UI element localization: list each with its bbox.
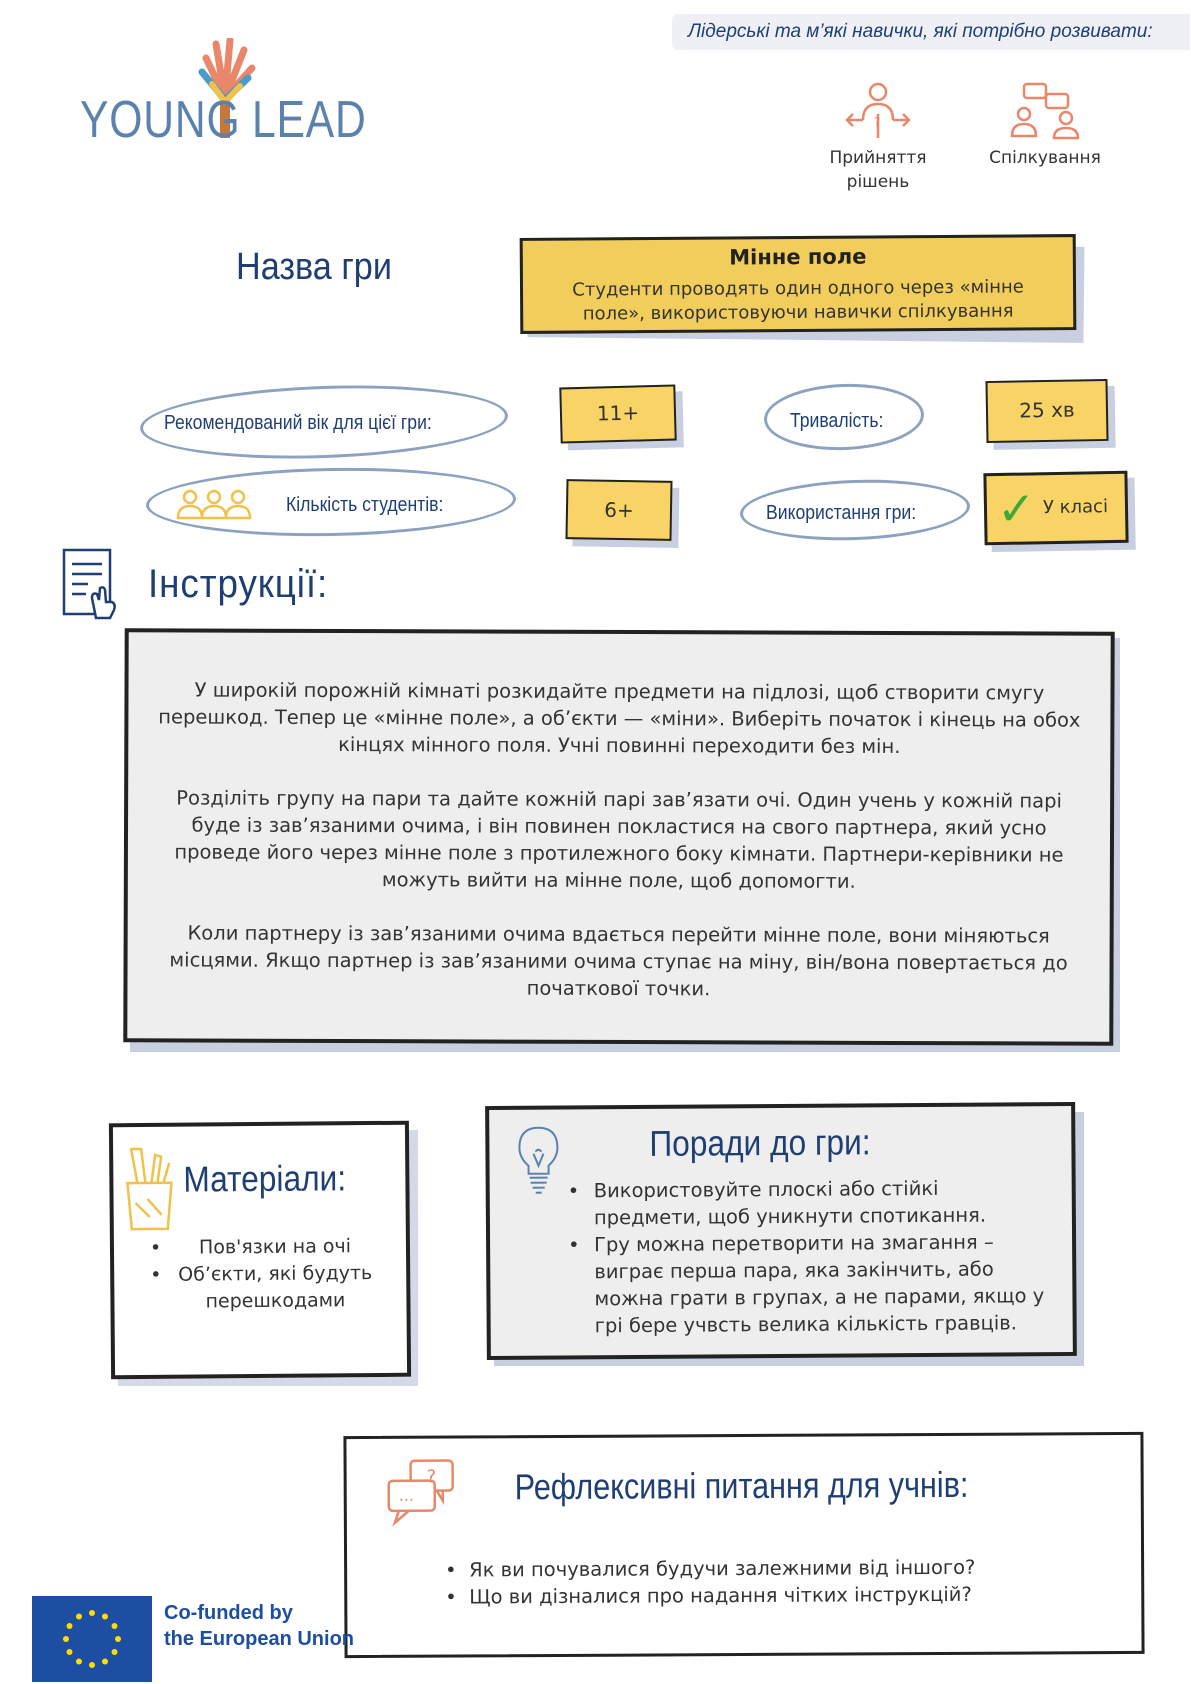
people-chat-icon [1010,80,1080,140]
document-pointer-icon [62,548,118,620]
stationery-cup-icon [121,1143,178,1233]
tips-item: • Використовуйте плоскі або стійкі предмети, щоб уникнути спотикання. [566,1174,1046,1231]
eu-line-2: the European Union [164,1628,354,1650]
usage-value: У класі [1042,496,1109,519]
age-value: 11+ [596,400,640,426]
reflection-item: • Як ви почувалися будучи залежними від іншого? [443,1553,1123,1584]
duration-label: Тривалість: [790,410,884,432]
eu-stars-icon [32,1596,152,1682]
instructions-heading: Інструкції: [148,562,329,606]
age-label: Рекомендований вік для цієї гри: [164,412,432,434]
svg-text:...: ... [398,1485,415,1505]
usage-value-box [983,471,1128,546]
instructions-box [124,630,1114,1044]
logo-word-young: YOUNG [80,91,241,149]
instructions-box-body [123,628,1114,1045]
materials-box [110,1122,412,1380]
tips-item: • Гру можна перетворити на змагання – виграє перша пара, яка закінчить, або можна грати в групах, а не парами, якщо у грі бере учвсть велика кількість гравців. [566,1228,1047,1339]
materials-list [130,1233,401,1316]
skill-decision-making [808,80,948,194]
logo-word-lead: LEAD [252,91,367,149]
eu-flag-icon [32,1596,152,1682]
skills-banner [672,14,1190,50]
usage-label: Використання гри: [766,502,917,524]
materials-box-body [109,1121,411,1380]
reflection-item: • Що ви дізналися про надання чітких інструкцій? [443,1580,1123,1611]
reflection-box-body [343,1432,1144,1658]
eu-cofunded-text [164,1600,354,1652]
skills-banner-text: Лідерські та м’які навички, які потрібно розвивати: [688,21,1153,42]
materials-item: • Об’єкти, які будуть перешкодами [130,1260,400,1316]
skill-communication [970,80,1120,170]
students-value-box [565,479,672,541]
reflection-heading: Рефлексивні питання для учнів: [514,1463,969,1508]
decision-arrows-icon [843,80,913,140]
game-name-label: Назва гри [236,246,392,288]
tips-box-body [485,1102,1077,1360]
students-label: Кількість студентів: [286,494,444,516]
svg-text:?: ? [874,115,881,129]
young-lead-logo [80,38,367,158]
lightbulb-icon [513,1124,564,1196]
tips-heading: Поради до гри: [649,1121,871,1164]
students-value: 6+ [604,497,634,523]
duration-value: 25 хв [1019,397,1075,423]
students-group-icon [176,488,252,520]
game-card-body [520,234,1077,334]
tips-box [486,1104,1078,1360]
game-card [520,236,1080,336]
svg-text:?: ? [426,1466,437,1488]
game-title: Мінне поле [729,244,867,270]
eu-line-1: Co-funded by [164,1602,293,1624]
game-description: Студенти проводять один одного через «мінне поле», використовуючи навички спілкування [572,276,1024,325]
materials-item: • Пов'язки на очі [130,1233,400,1262]
reflection-list [443,1553,1123,1611]
instructions-paragraph: Коли партнеру із зав’язаними очима вдається перейти мінне поле, вони міняються місцями. Якщо партнер із зав’язаними очима ступає на міну, він/вона повертається до початкової точки. [169,921,1068,1001]
instructions-paragraph: У широкій порожній кімнаті розкидайте предмети на підлозі, щоб створити смугу перешкод. Тепер це «мінне поле», а об’єкти — «міни». Виберіть початок і кінець на обох кінцях мінного поля. Учні повинні переходити без мін. [158,678,1081,758]
instructions-paragraph: Розділіть групу на пари та дайте кожній парі зав’язати очі. Один учень у кожній парі буде із зав’язаними очима, і він повинен покластися на свого партнера, який усно проведе його через мінне поле з протилежного боку кімнати. Партнери-керівники не можуть вийти на мінне поле, щоб допомогти. [174,786,1064,893]
age-value-box [559,384,676,443]
materials-heading: Матеріали: [183,1157,347,1200]
checkmark-icon: ✓ [996,481,1037,537]
tips-list [566,1174,1047,1339]
chat-question-icon [385,1457,457,1527]
skill-communication-label: Спілкування [989,148,1101,168]
duration-value-box [985,379,1108,443]
reflection-box [344,1434,1144,1662]
skill-decision-label: Прийняття рішень [829,148,927,192]
